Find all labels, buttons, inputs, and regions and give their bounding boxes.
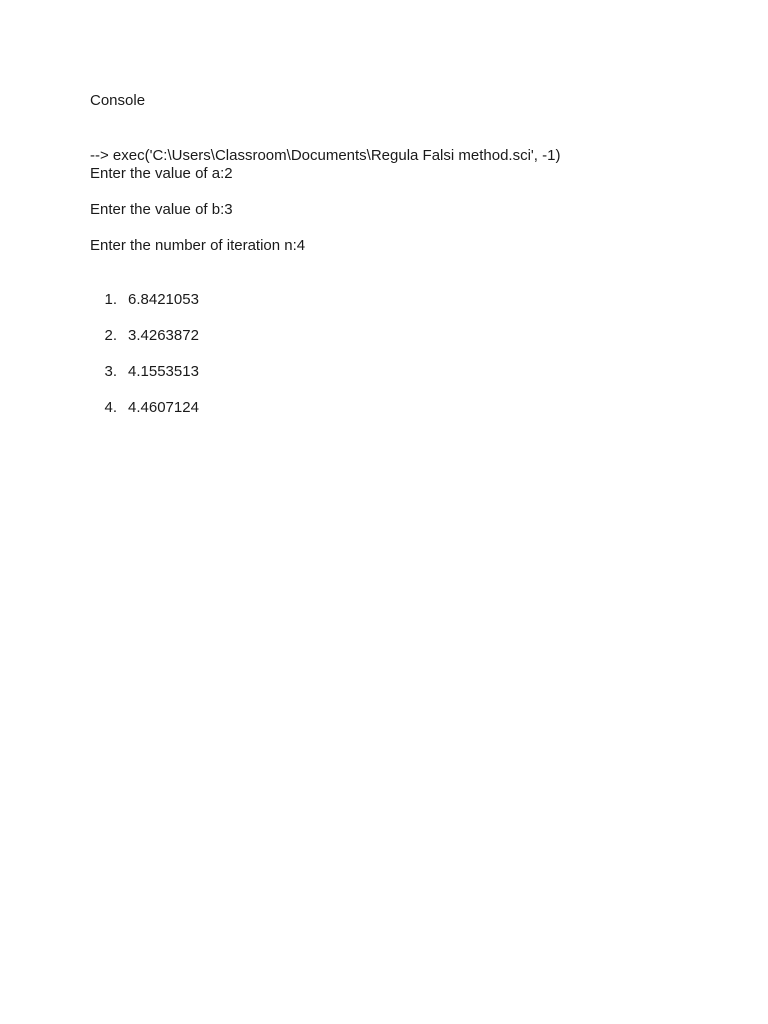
list-item-number: 1. xyxy=(104,291,117,308)
list-item-value: 4.4607124 xyxy=(128,399,199,416)
console-title: Console xyxy=(90,92,146,109)
prompt-value-a: Enter the value of a:2 xyxy=(90,165,233,182)
list-item-value: 3.4263872 xyxy=(128,327,199,344)
list-item xyxy=(90,363,199,381)
prompt-value-b: Enter the value of b:3 xyxy=(90,201,233,218)
list-item-number: 2. xyxy=(104,327,117,344)
exec-command-line: --> exec('C:\Users\Classroom\Documents\Regula Falsi method.sci', -1) xyxy=(90,147,561,164)
list-item-number: 4. xyxy=(104,399,117,416)
list-item-value: 6.8421053 xyxy=(128,291,199,308)
list-item xyxy=(90,291,199,309)
list-item xyxy=(90,399,199,417)
list-item-number: 3. xyxy=(104,363,117,380)
prompt-iterations: Enter the number of iteration n:4 xyxy=(90,237,306,254)
list-item xyxy=(90,327,199,345)
results-list xyxy=(90,291,199,435)
list-item-value: 4.1553513 xyxy=(128,363,199,380)
